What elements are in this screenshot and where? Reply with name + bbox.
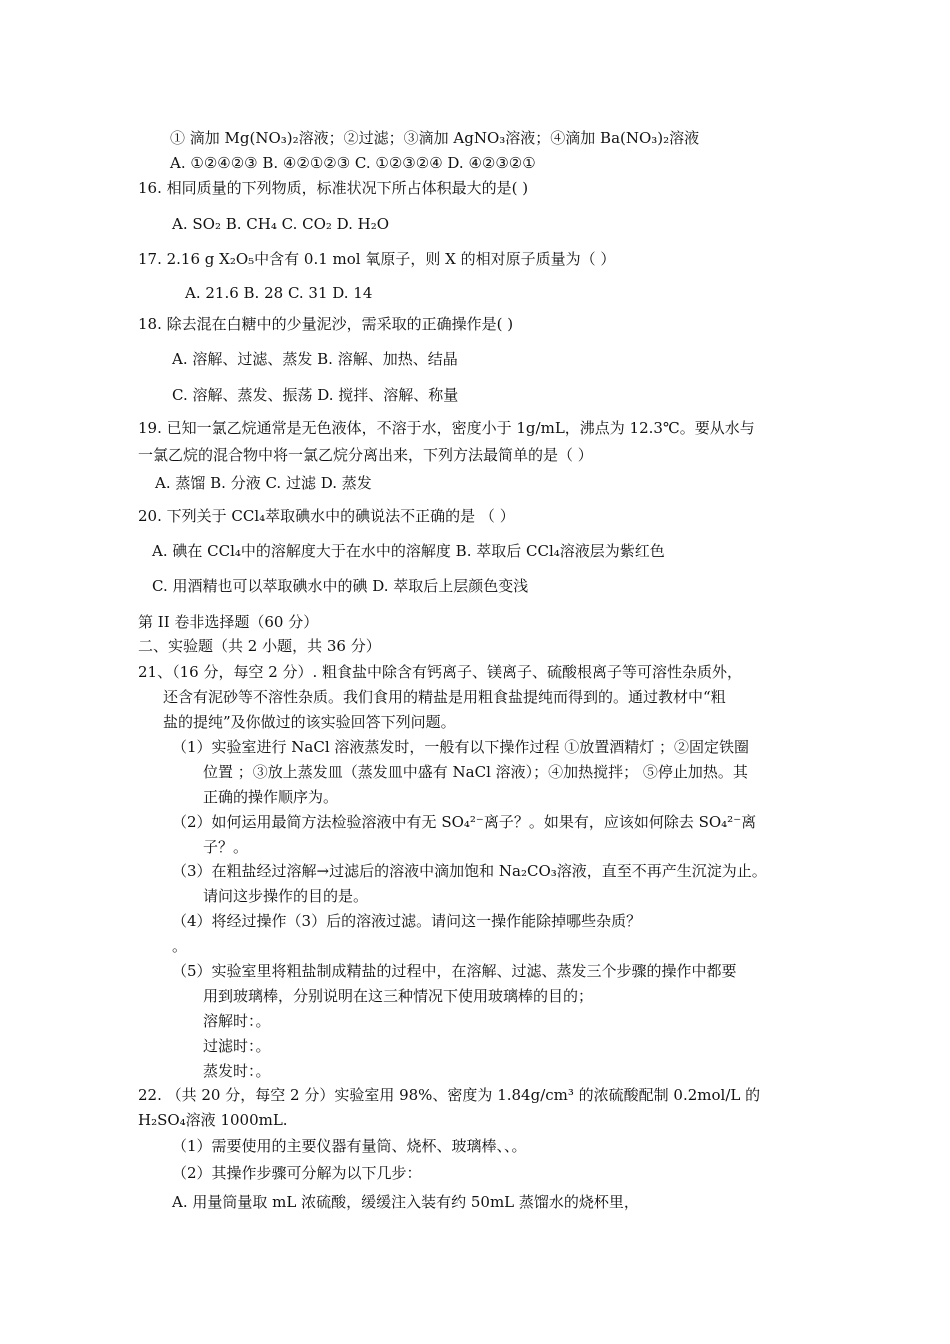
q20-options-cd: C. 用酒精也可以萃取碘水中的碘 D. 萃取后上层颜色变浅	[152, 577, 529, 595]
q22-part1: （1）需要使用的主要仪器有量筒、烧杯、玻璃棒、、。	[172, 1137, 527, 1155]
q21-part5-line2: 用到玻璃棒，分别说明在这三种情况下使用玻璃棒的目的；	[203, 987, 594, 1005]
q21-part4-line1: （4）将经过操作（3）后的溶液过滤。请问这一操作能除掉哪些杂质？	[172, 912, 642, 930]
q21-part3-line2: 请问这步操作的目的是。	[203, 887, 369, 905]
q19-options: A. 蒸馏 B. 分液 C. 过滤 D. 蒸发	[155, 474, 372, 492]
q22-stem-1: 22. （共 20 分，每空 2 分）实验室用 98%、密度为 1.84g/cm³ 的浓硫酸配制 0.2mol/L 的	[138, 1086, 761, 1104]
q16-options: A. SO₂ B. CH₄ C. CO₂ D. H₂O	[172, 215, 390, 233]
q15-options: A. ①②④②③ B. ④②①②③ C. ①②③②④ D. ④②③②①	[170, 154, 536, 172]
q21-part1-line1: （1）实验室进行 NaCl 溶液蒸发时，一般有以下操作过程 ①放置酒精灯 ；②固定铁圈	[172, 738, 749, 756]
section-ii-title: 第 II 卷非选择题（60 分）	[138, 613, 319, 631]
q17-stem: 17. 2.16 g X₂O₅中含有 0.1 mol 氧原子，则 X 的相对原子质量为（ ）	[138, 250, 616, 268]
q21-stem-2: 还含有泥砂等不溶性杂质。我们食用的精盐是用粗食盐提纯而得到的。通过教材中“粗	[163, 688, 726, 706]
section-experiment-title: 二、实验题（共 2 小题，共 36 分）	[138, 637, 381, 655]
q21-part2-line2: 子？。	[203, 838, 249, 856]
q15-steps: ① 滴加 Mg(NO₃)₂溶液；②过滤；③滴加 AgNO₃溶液；④滴加 Ba(NO₃)₂溶液	[170, 129, 700, 147]
q21-part5-evaporate: 蒸发时：。	[203, 1062, 271, 1080]
q22-part2: （2）其操作步骤可分解为以下几步：	[172, 1164, 422, 1182]
q19-stem-1: 19. 已知一氯乙烷通常是无色液体，不溶于水，密度小于 1g/mL，沸点为 12.3℃。要从水与	[138, 419, 755, 437]
q20-stem: 20. 下列关于 CCl₄萃取碘水中的碘说法不正确的是 （ ）	[138, 507, 515, 525]
q21-part5-line1: （5）实验室里将粗盐制成精盐的过程中，在溶解、过滤、蒸发三个步骤的操作中都要	[172, 962, 737, 980]
q20-options-ab: A. 碘在 CCl₄中的溶解度大于在水中的溶解度 B. 萃取后 CCl₄溶液层为紫红色	[152, 542, 665, 560]
q18-options-cd: C. 溶解、蒸发、振荡 D. 搅拌、溶解、称量	[172, 386, 459, 404]
q21-stem-3: 盐的提纯”及你做过的该实验回答下列问题。	[163, 713, 456, 731]
q21-stem-1: 21、（16 分，每空 2 分）. 粗食盐中除含有钙离子、镁离子、硫酸根离子等可溶性杂质外，	[138, 663, 743, 681]
q22-stem-2: H₂SO₄溶液 1000mL.	[138, 1111, 288, 1129]
q21-part1-line3: 正确的操作顺序为。	[203, 788, 339, 806]
q19-stem-2: 一氯乙烷的混合物中将一氯乙烷分离出来，下列方法最简单的是（ ）	[138, 446, 593, 464]
q18-options-ab: A. 溶解、过滤、蒸发 B. 溶解、加热、结晶	[172, 350, 458, 368]
q21-part4-line2: 。	[172, 937, 188, 955]
q21-part5-dissolve: 溶解时：。	[203, 1012, 271, 1030]
q17-options: A. 21.6 B. 28 C. 31 D. 14	[185, 284, 373, 302]
q22-step-a: A. 用量筒量取 mL 浓硫酸，缓缓注入装有约 50mL 蒸馏水的烧杯里，	[172, 1193, 639, 1211]
q21-part2-line1: （2）如何运用最简方法检验溶液中有无 SO₄²⁻离子？。如果有，应该如何除去 SO₄²⁻离	[172, 813, 757, 831]
q21-part5-filter: 过滤时：。	[203, 1037, 271, 1055]
q16-stem: 16. 相同质量的下列物质，标准状况下所占体积最大的是( )	[138, 179, 529, 197]
q18-stem: 18. 除去混在白糖中的少量泥沙，需采取的正确操作是( )	[138, 315, 514, 333]
q21-part3-line1: （3）在粗盐经过溶解→过滤后的溶液中滴加饱和 Na₂CO₃溶液，直至不再产生沉淀为止。	[172, 862, 767, 880]
q21-part1-line2: 位置 ；③放上蒸发皿（蒸发皿中盛有 NaCl 溶液）；④加热搅拌； ⑤停止加热。其	[203, 763, 748, 781]
